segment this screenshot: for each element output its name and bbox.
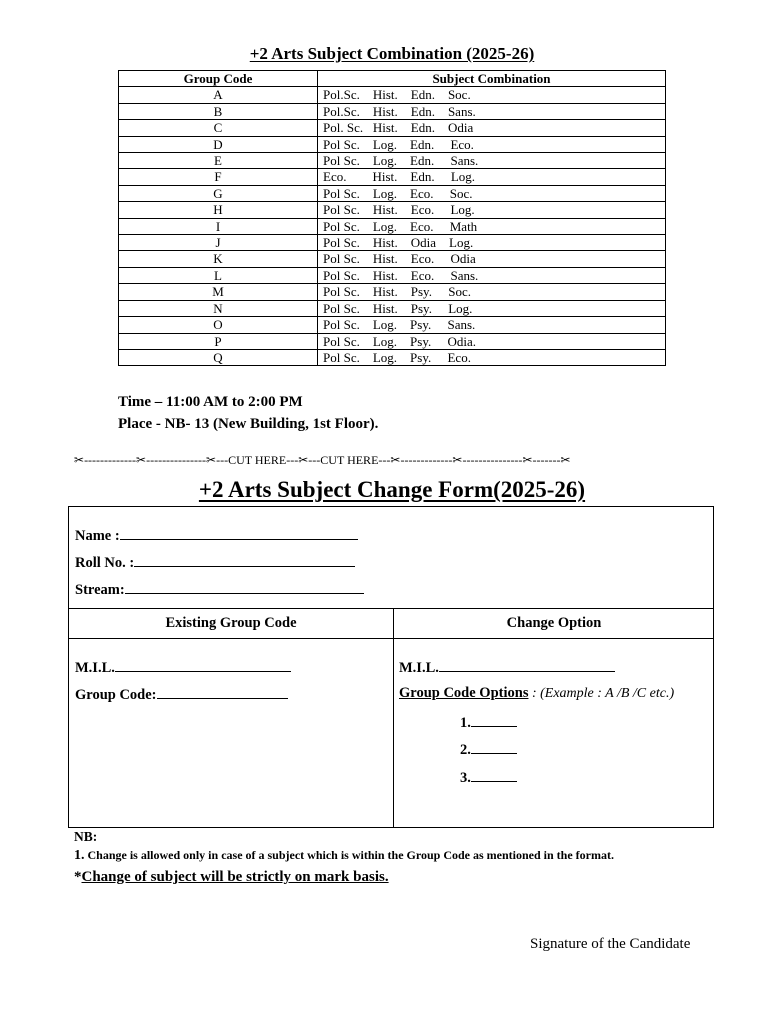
group-code-options-label: Group Code Options [399,685,529,701]
subject-combination-cell: Pol Sc. Log. Psy. Eco. [318,349,666,365]
divider [69,638,713,639]
option-number: 1. [460,715,471,731]
existing-mil-field[interactable] [115,658,291,672]
table-row [119,251,666,267]
group-code-cell: I [119,218,318,234]
exam-time: Time – 11:00 AM to 2:00 PM [118,394,303,410]
option-number: 3. [460,770,471,786]
group-code-options-row [399,685,674,702]
options-example: : (Example : A /B /C etc.) [528,686,675,701]
stream-field[interactable] [125,580,364,594]
subject-combination-cell: Pol. Sc. Hist. Edn. Odia [318,120,666,136]
option-3-row [460,768,517,787]
existing-group-code-field[interactable] [157,685,288,699]
existing-mil-row [75,658,291,677]
existing-group-header: Existing Group Code [165,615,297,631]
form-title: +2 Arts Subject Change Form(2025-26) [198,477,586,502]
group-code-cell: D [119,136,318,152]
group-code-cell: E [119,153,318,169]
mil-label: M.I.L. [75,660,115,676]
group-code-cell: K [119,251,318,267]
signature-label: Signature of the Candidate [530,936,691,952]
group-code-cell: L [119,267,318,283]
group-code-cell: N [119,300,318,316]
subject-combination-cell: Pol Sc. Log. Psy. Odia. [318,333,666,349]
change-form [68,506,714,828]
table-row [119,169,666,185]
roll-field[interactable] [134,553,355,567]
subject-combination-cell: Eco. Hist. Edn. Log. [318,169,666,185]
option-2-row [460,740,517,759]
note-1-text: Change is allowed only in case of a subject which is within the Group Code as mentioned in the format. [84,848,614,862]
table-row [119,284,666,300]
stream-row [75,580,364,599]
option-number: 2. [460,742,471,758]
subject-combination-cell: Pol Sc. Log. Eco. Math [318,218,666,234]
note-2 [74,869,389,886]
table-row [119,153,666,169]
group-code-cell: J [119,235,318,251]
note-1-number: 1. [74,848,85,863]
cut-here-label: CUT HERE [320,453,379,467]
scissors-icon: ✂ [136,453,147,467]
table-row [119,317,666,333]
subject-combination-cell: Pol Sc. Hist. Psy. Soc. [318,284,666,300]
option-1-row [460,713,517,732]
note-2-star: * [74,869,82,885]
subject-combination-cell: Pol Sc. Log. Eco. Soc. [318,185,666,201]
change-mil-field[interactable] [439,658,615,672]
divider [69,608,713,609]
group-code-cell: G [119,185,318,201]
subject-combination-cell: Pol Sc. Log. Edn. Eco. [318,136,666,152]
table-row [119,136,666,152]
table-row [119,235,666,251]
existing-group-code-row [75,685,288,704]
scissors-icon: ✂ [74,453,85,467]
cut-line: ✂-------------✂---------------✂---CUT HERE---✂---CUT HERE---✂-------------✂---------------✂-------✂ [74,453,571,467]
header-subject-combination: Subject Combination [318,71,666,87]
table-row [119,103,666,119]
roll-row [75,553,355,572]
table-header-row [119,71,666,87]
subject-combination-cell: Pol Sc. Log. Psy. Sans. [318,317,666,333]
scissors-icon: ✂ [390,453,401,467]
note-2-text: Change of subject will be strictly on mark basis. [81,869,389,885]
exam-place: Place - NB- 13 (New Building, 1st Floor). [118,416,379,432]
subject-combination-cell: Pol Sc. Hist. Eco. Odia [318,251,666,267]
scissors-icon: ✂ [522,453,533,467]
group-code-cell: O [119,317,318,333]
column-divider [393,608,394,827]
nb-label: NB: [74,829,98,844]
table-row [119,333,666,349]
table-row [119,267,666,283]
subject-combination-cell: Pol Sc. Hist. Psy. Log. [318,300,666,316]
subject-combination-cell: Pol.Sc. Hist. Edn. Sans. [318,103,666,119]
option-1-field[interactable] [471,713,517,727]
table-row [119,300,666,316]
subject-combination-cell: Pol Sc. Log. Edn. Sans. [318,153,666,169]
change-option-header: Change Option [506,615,602,631]
group-code-cell: Q [119,349,318,365]
group-code-cell: F [119,169,318,185]
cut-here-label: CUT HERE [228,453,287,467]
change-mil-row [399,658,615,677]
name-field[interactable] [120,526,358,540]
table-row [119,349,666,365]
subject-combination-cell: Pol Sc. Hist. Eco. Log. [318,202,666,218]
note-1 [74,848,614,864]
name-label: Name : [75,528,120,544]
subject-combination-cell: Pol.Sc. Hist. Edn. Soc. [318,87,666,103]
group-code-cell: B [119,103,318,119]
roll-label: Roll No. : [75,555,135,571]
table-row [119,218,666,234]
group-code-label: Group Code: [75,687,157,703]
scissors-icon: ✂ [560,453,571,467]
group-code-cell: P [119,333,318,349]
subject-combination-cell: Pol Sc. Hist. Odia Log. [318,235,666,251]
group-code-cell: M [119,284,318,300]
group-code-cell: H [119,202,318,218]
name-row [75,526,358,545]
scissors-icon: ✂ [298,453,309,467]
scissors-icon: ✂ [206,453,217,467]
mil-label: M.I.L. [399,660,439,676]
option-3-field[interactable] [471,768,517,782]
combination-title: +2 Arts Subject Combination (2025-26) [249,44,535,63]
combination-table [118,70,666,366]
table-row [119,185,666,201]
table-row [119,87,666,103]
group-code-cell: A [119,87,318,103]
group-code-cell: C [119,120,318,136]
header-group-code: Group Code [119,71,318,87]
table-row [119,120,666,136]
scissors-icon: ✂ [452,453,463,467]
option-2-field[interactable] [471,740,517,754]
stream-label: Stream: [75,582,125,598]
table-row [119,202,666,218]
subject-combination-cell: Pol Sc. Hist. Eco. Sans. [318,267,666,283]
